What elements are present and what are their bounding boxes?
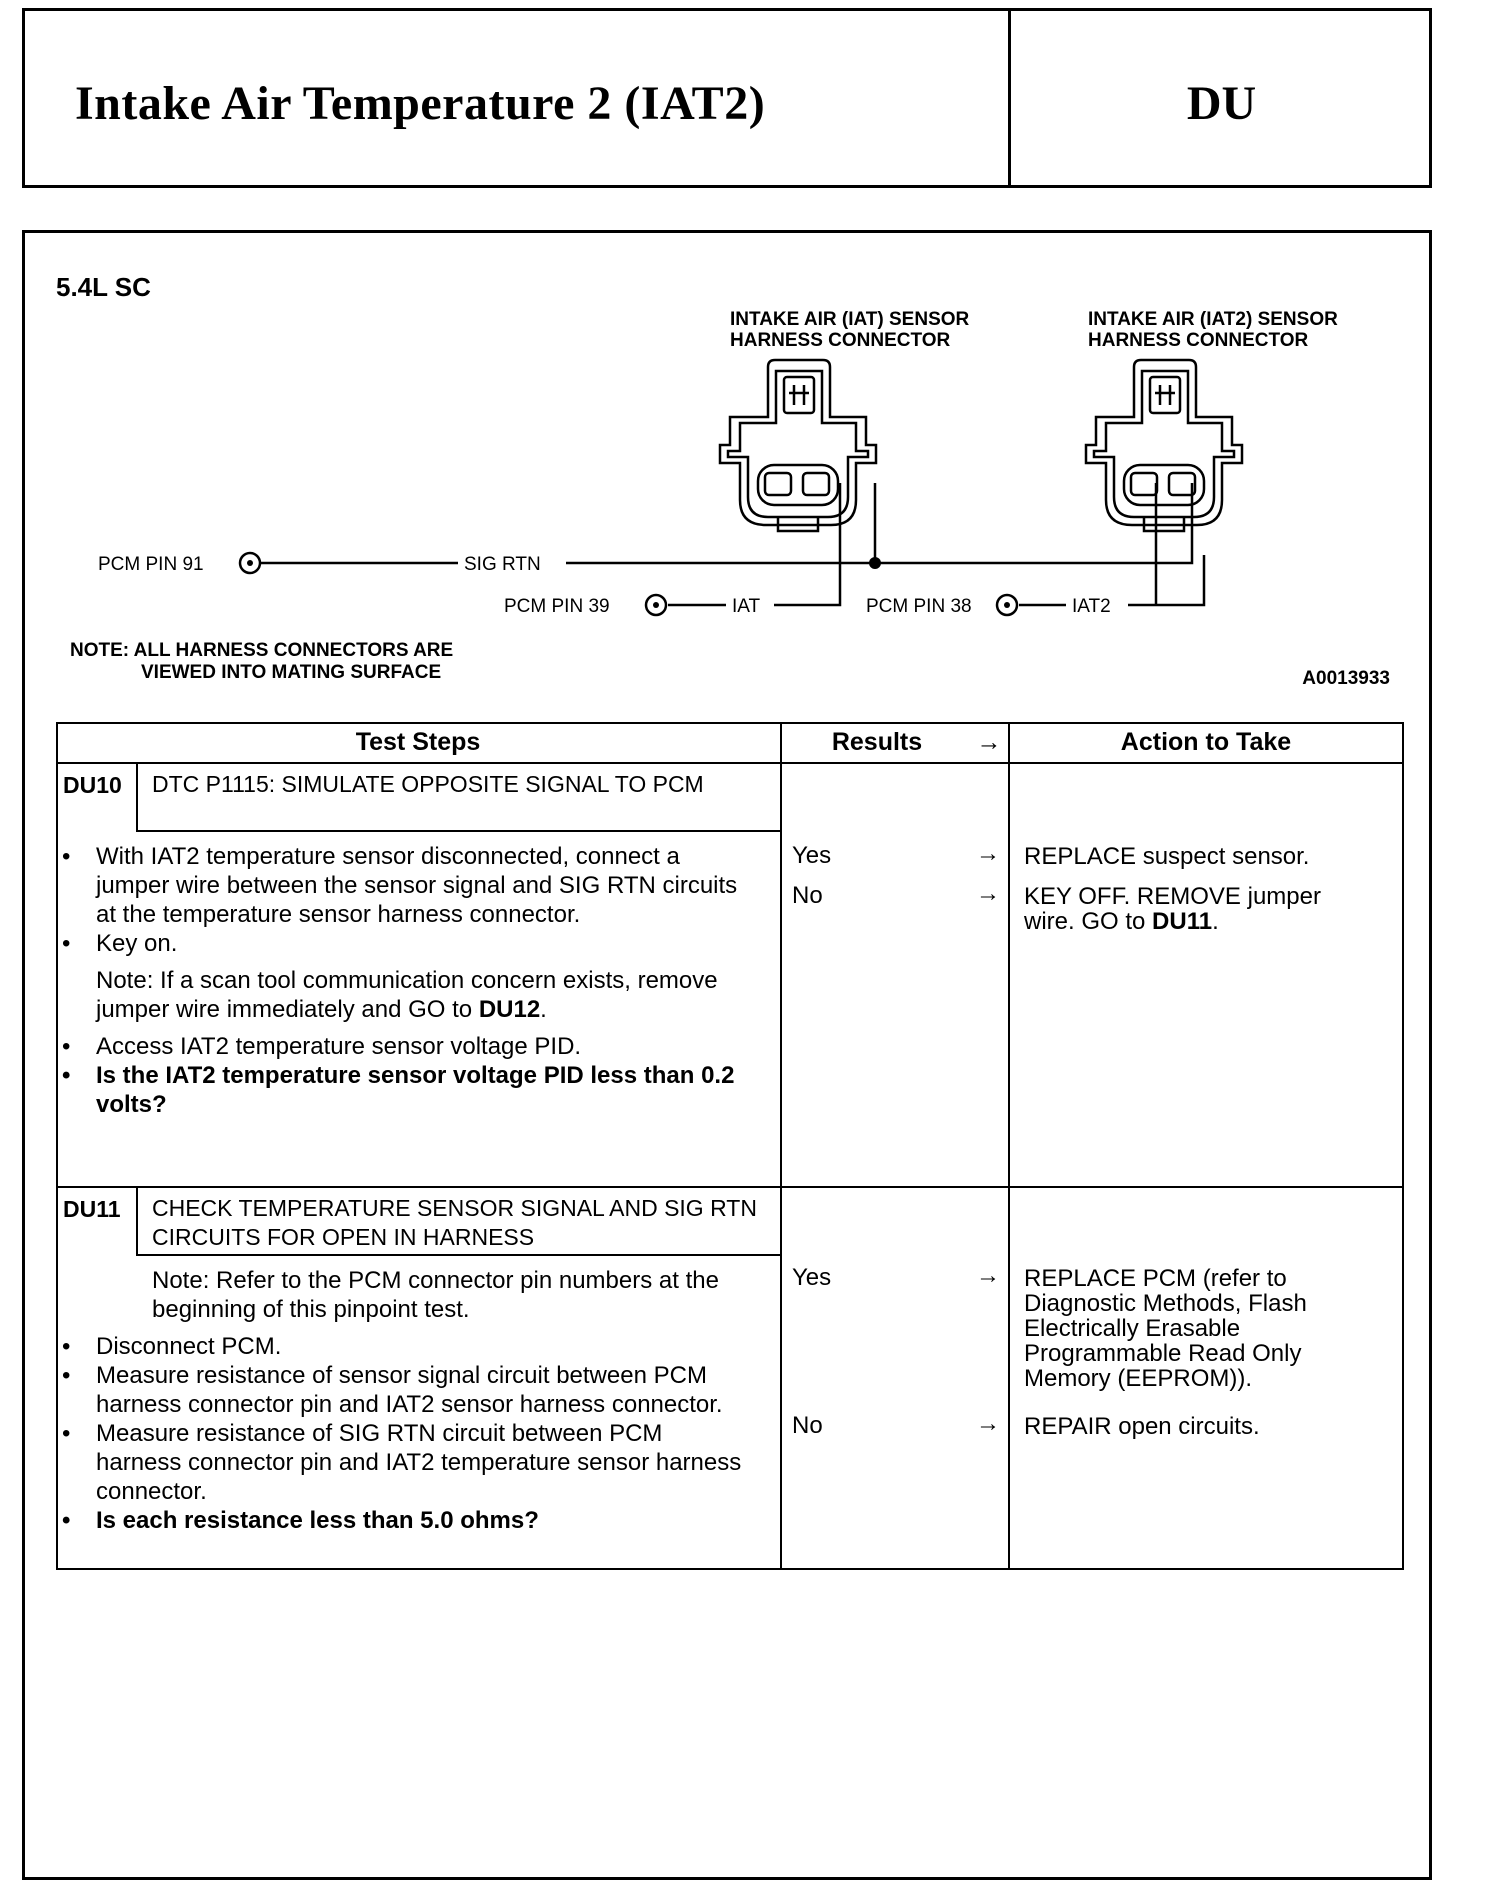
table-border-right — [1402, 722, 1404, 1570]
sig-rtn-label: SIG RTN — [464, 554, 541, 575]
connector1-label-line2: HARNESS CONNECTOR — [730, 330, 951, 351]
diagram-note — [70, 640, 453, 684]
du11-note: Note: Refer to the PCM connector pin numbers at the beginning of this pinpoint test. — [152, 1267, 719, 1323]
du10-action-no-ref: DU11 — [1152, 908, 1213, 935]
du10-yes-arrow-icon: → — [976, 840, 1000, 867]
pcm-pin91-label: PCM PIN 91 — [98, 554, 204, 575]
iat2-label: IAT2 — [1072, 596, 1111, 617]
du11-procedure — [56, 1266, 752, 1535]
pcm-pin91-terminal-icon — [240, 553, 260, 573]
du10-action-no-text: KEY OFF. REMOVE jumper wire. GO to — [1024, 883, 1321, 935]
du10-result-yes: Yes — [792, 842, 832, 869]
du10-note-text: Note: If a scan tool communication concern exists, remove jumper wire immediately and GO to — [96, 967, 718, 1023]
page-header — [22, 8, 1432, 188]
wires — [252, 483, 1204, 605]
connector2-label-line1: INTAKE AIR (IAT2) SENSOR — [1088, 309, 1338, 330]
col-divider-action — [1008, 722, 1010, 1570]
pcm-pin38-label: PCM PIN 38 — [866, 596, 972, 617]
du10-result-no: No — [792, 882, 823, 909]
pcm-pin38-terminal-icon — [997, 595, 1017, 615]
header-action: Action to Take — [1120, 728, 1292, 756]
du10-note-end: . — [540, 996, 547, 1023]
du10-bullet-4: • Is the IAT2 temperature sensor voltage PID less than 0.2 volts? — [56, 1061, 752, 1119]
du11-bullet-2: • Measure resistance of sensor signal circuit between PCM harness connector pin and IAT2 sensor harness connector. — [56, 1361, 752, 1419]
connector1-label-line1: INTAKE AIR (IAT) SENSOR — [730, 309, 970, 330]
du11-result-yes: Yes — [792, 1264, 832, 1291]
du11-step-title: CHECK TEMPERATURE SENSOR SIGNAL AND SIG RTN CIRCUITS FOR OPEN IN HARNESS — [152, 1195, 757, 1250]
col-divider-results — [780, 722, 782, 1570]
test-steps-table — [56, 722, 1404, 1570]
table-border-bottom — [56, 1568, 1404, 1570]
section-code: DU — [1186, 77, 1257, 130]
du10-bullet-3: • Access IAT2 temperature sensor voltage PID. — [56, 1032, 752, 1061]
note-line1: NOTE: ALL HARNESS CONNECTORS ARE — [70, 640, 454, 661]
du11-result-no: No — [792, 1412, 823, 1439]
du10-bullet-1: • With IAT2 temperature sensor disconnected, connect a jumper wire between the sensor signal and SIG RTN circuits at the temperature sensor harness connector. — [56, 842, 752, 929]
du10-step-title: DTC P1115: SIMULATE OPPOSITE SIGNAL TO PCM — [152, 771, 704, 797]
du10-id-divider — [136, 762, 138, 832]
du11-bullet-4: • Is each resistance less than 5.0 ohms? — [56, 1506, 752, 1535]
du11-action-yes: REPLACE PCM (refer to Diagnostic Methods, Flash Electrically Erasable Programmable Read Only Memory (EEPROM)). — [1024, 1265, 1307, 1392]
header-row-divider — [56, 762, 1404, 764]
du10-action-no — [1024, 884, 1364, 934]
du10-no-arrow-icon: → — [976, 880, 1000, 907]
du11-bullet-1: • Disconnect PCM. — [56, 1332, 752, 1361]
du11-id-divider — [136, 1186, 138, 1256]
engine-label: 5.4L SC — [56, 272, 151, 302]
du11-title-divider — [136, 1254, 780, 1256]
du11-action-no: REPAIR open circuits. — [1024, 1413, 1260, 1440]
du10-action-yes: REPLACE suspect sensor. — [1024, 843, 1310, 870]
iat2-connector-icon — [1086, 360, 1242, 531]
du10-title-divider — [136, 830, 780, 832]
du11-step-id: DU11 — [63, 1196, 121, 1222]
header-arrow-icon: → — [976, 728, 1002, 756]
du10-bullet-2: • Key on. — [56, 929, 752, 958]
du10-step-id: DU10 — [63, 772, 122, 798]
iat-label: IAT — [732, 596, 761, 617]
du10-note — [56, 966, 752, 1024]
du11-row-divider — [56, 1186, 1404, 1188]
header-results: Results — [831, 728, 923, 756]
du11-yes-arrow-icon: → — [976, 1262, 1000, 1289]
header-test-steps: Test Steps — [355, 728, 481, 756]
du10-note-ref: DU12 — [478, 996, 541, 1023]
wiring-diagram — [56, 305, 1416, 630]
pcm-pin39-label: PCM PIN 39 — [504, 596, 610, 617]
du10-action-no-end: . — [1212, 908, 1219, 935]
iat-connector-icon — [720, 360, 876, 531]
figure-id: A0013933 — [1302, 668, 1390, 689]
du11-no-arrow-icon: → — [976, 1410, 1000, 1437]
pcm-pin39-terminal-icon — [646, 595, 666, 615]
du11-bullet-3: • Measure resistance of SIG RTN circuit between PCM harness connector pin and IAT2 temperature sensor harness connector. — [56, 1419, 752, 1506]
table-border-top — [56, 722, 1404, 724]
connector2-label-line2: HARNESS CONNECTOR — [1088, 330, 1309, 351]
page-title: Intake Air Temperature 2 (IAT2) — [75, 77, 766, 130]
du10-procedure — [56, 842, 752, 1119]
note-line2: VIEWED INTO MATING SURFACE — [141, 662, 442, 683]
splice-dot — [869, 557, 881, 569]
